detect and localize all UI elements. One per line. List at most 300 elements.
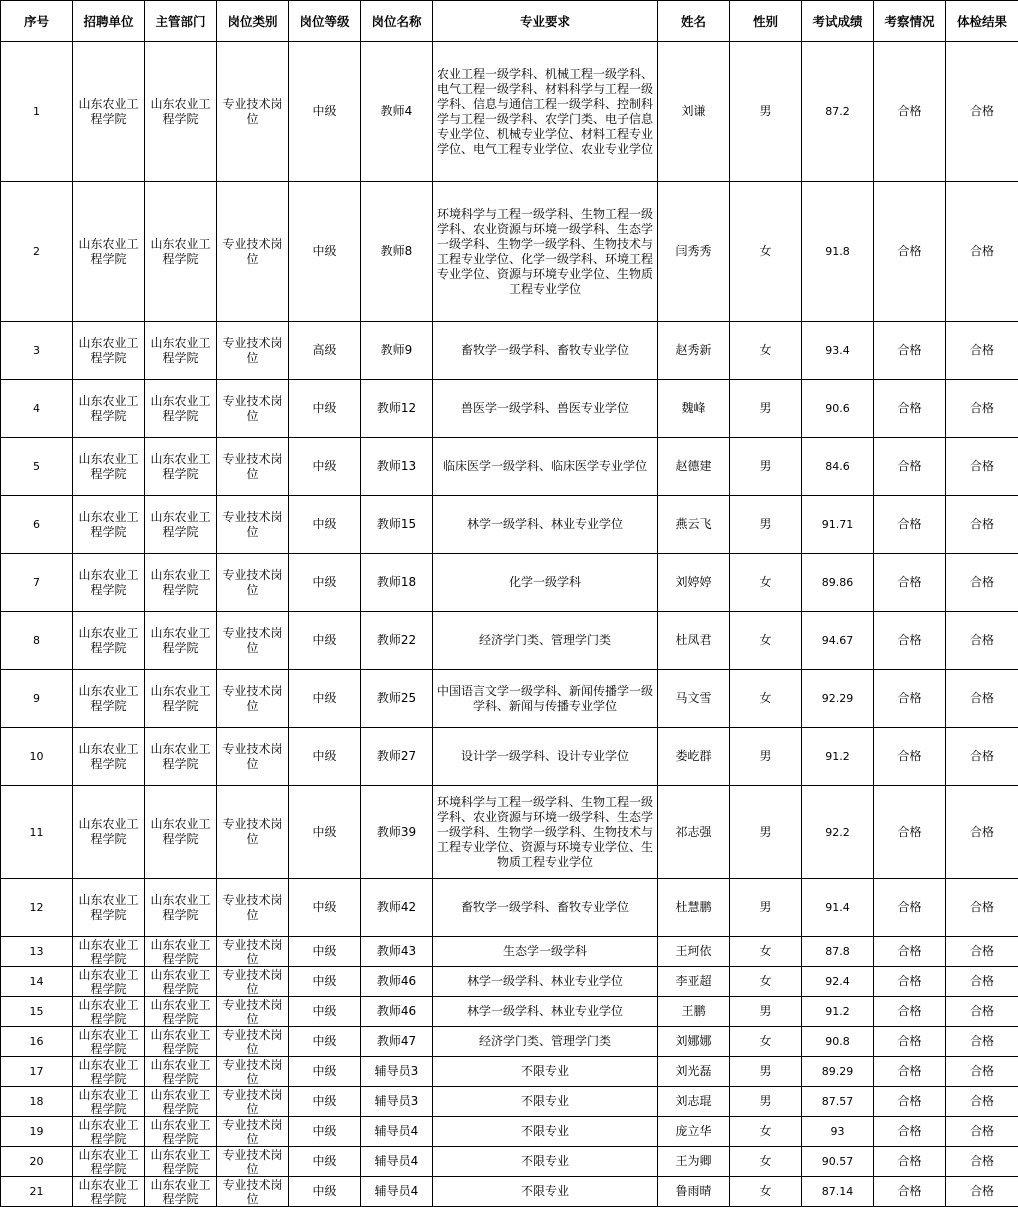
exam-score: 92.2: [804, 825, 871, 840]
candidate-sex-cell: [730, 1117, 802, 1147]
recruit-unit: 山东农业工程学院: [75, 1028, 142, 1056]
post-name: 教师43: [363, 944, 430, 959]
medical-result: 合格: [948, 691, 1016, 706]
post-name: 教师42: [363, 900, 430, 915]
candidate-sex: 男: [732, 517, 799, 532]
recruit-unit: 山东农业工程学院: [75, 568, 142, 598]
post-category-cell: [217, 937, 289, 967]
exam-score-cell: [802, 438, 874, 496]
supervising-dept-cell: [145, 728, 217, 786]
candidate-sex-cell: [730, 1147, 802, 1177]
post-level: 高级: [291, 343, 358, 358]
supervising-dept-cell: [145, 997, 217, 1027]
medical-result-cell: [946, 1117, 1018, 1147]
post-level: 中级: [291, 1094, 358, 1109]
candidate-name-cell: [658, 786, 730, 879]
table-row: [1, 937, 1018, 967]
candidate-name: 鲁雨晴: [660, 1184, 727, 1199]
supervising-dept: 山东农业工程学院: [147, 1088, 214, 1116]
recruit-unit-cell: [73, 1117, 145, 1147]
recruit-unit-cell: [73, 1027, 145, 1057]
post-name: 教师39: [363, 825, 430, 840]
medical-result-cell: [946, 997, 1018, 1027]
major-requirement: 林学一级学科、林业专业学位: [436, 974, 654, 989]
medical-result-cell: [946, 728, 1018, 786]
row-number: 6: [3, 517, 70, 532]
exam-score-cell: [802, 786, 874, 879]
exam-score: 92.4: [804, 974, 871, 989]
post-category: 专业技术岗位: [219, 1028, 286, 1056]
table-row: [1, 554, 1018, 612]
medical-result-cell: [946, 322, 1018, 380]
post-level-cell: [289, 380, 361, 438]
inspection-result-cell: [874, 1057, 946, 1087]
post-level: 中级: [291, 633, 358, 648]
post-category: 专业技术岗位: [219, 626, 286, 656]
row-number-cell: [1, 182, 73, 322]
supervising-dept: 山东农业工程学院: [147, 893, 214, 923]
post-category-cell: [217, 670, 289, 728]
exam-score: 93.4: [804, 343, 871, 358]
recruit-unit-cell: [73, 380, 145, 438]
major-requirement-cell: [433, 380, 658, 438]
post-level-cell: [289, 554, 361, 612]
candidate-name-cell: [658, 380, 730, 438]
medical-result-cell: [946, 1027, 1018, 1057]
recruit-unit-cell: [73, 182, 145, 322]
recruit-unit-cell: [73, 438, 145, 496]
medical-result: 合格: [948, 944, 1016, 959]
row-number-cell: [1, 1087, 73, 1117]
recruit-unit-cell: [73, 1177, 145, 1207]
recruit-unit: 山东农业工程学院: [75, 1088, 142, 1116]
post-name-cell: [361, 496, 433, 554]
candidate-sex: 男: [732, 1094, 799, 1109]
candidate-name: 燕云飞: [660, 517, 727, 532]
candidate-sex: 女: [732, 691, 799, 706]
candidate-name: 赵秀新: [660, 343, 727, 358]
post-category-cell: [217, 1147, 289, 1177]
post-name-cell: [361, 322, 433, 380]
exam-score: 87.14: [804, 1184, 871, 1199]
post-category: 专业技术岗位: [219, 452, 286, 482]
supervising-dept: 山东农业工程学院: [147, 938, 214, 966]
recruit-unit-cell: [73, 1147, 145, 1177]
post-name-cell: [361, 937, 433, 967]
post-name: 辅导员4: [363, 1154, 430, 1169]
post-level: 中级: [291, 944, 358, 959]
row-number: 12: [3, 900, 70, 915]
candidate-name-cell: [658, 496, 730, 554]
candidate-name-cell: [658, 670, 730, 728]
post-category: 专业技术岗位: [219, 394, 286, 424]
major-requirement: 不限专业: [436, 1184, 654, 1199]
major-requirement: 不限专业: [436, 1094, 654, 1109]
candidate-name-cell: [658, 937, 730, 967]
candidate-name: 魏峰: [660, 401, 727, 416]
candidate-sex-cell: [730, 1027, 802, 1057]
row-number: 8: [3, 633, 70, 648]
exam-score: 90.8: [804, 1034, 871, 1049]
candidate-name-cell: [658, 1147, 730, 1177]
post-name-cell: [361, 42, 433, 182]
medical-result-cell: [946, 554, 1018, 612]
post-level-cell: [289, 670, 361, 728]
exam-score: 94.67: [804, 633, 871, 648]
table-row: [1, 1087, 1018, 1117]
candidate-sex-cell: [730, 438, 802, 496]
medical-result-cell: [946, 1057, 1018, 1087]
major-requirement: 设计学一级学科、设计专业学位: [436, 749, 654, 764]
post-category-cell: [217, 1117, 289, 1147]
major-requirement: 临床医学一级学科、临床医学专业学位: [436, 459, 654, 474]
candidate-sex-cell: [730, 786, 802, 879]
candidate-name-cell: [658, 1057, 730, 1087]
candidate-sex-cell: [730, 967, 802, 997]
recruit-unit: 山东农业工程学院: [75, 1118, 142, 1146]
post-name-cell: [361, 879, 433, 937]
header-sex: 性别: [730, 1, 802, 42]
post-category: 专业技术岗位: [219, 893, 286, 923]
table-row: [1, 42, 1018, 182]
candidate-sex-cell: [730, 1057, 802, 1087]
supervising-dept: 山东农业工程学院: [147, 452, 214, 482]
candidate-name-cell: [658, 967, 730, 997]
post-name: 辅导员3: [363, 1064, 430, 1079]
inspection-result-cell: [874, 438, 946, 496]
candidate-sex: 男: [732, 401, 799, 416]
candidate-sex: 女: [732, 1184, 799, 1199]
candidate-name: 杜凤君: [660, 633, 727, 648]
candidate-sex-cell: [730, 728, 802, 786]
inspection-result-cell: [874, 612, 946, 670]
recruit-unit: 山东农业工程学院: [75, 626, 142, 656]
candidate-sex: 女: [732, 633, 799, 648]
post-category: 专业技术岗位: [219, 1148, 286, 1176]
table-row: [1, 1147, 1018, 1177]
candidate-sex: 男: [732, 1004, 799, 1019]
exam-score: 91.8: [804, 244, 871, 259]
inspection-result: 合格: [876, 633, 943, 648]
inspection-result: 合格: [876, 944, 943, 959]
inspection-result-cell: [874, 1117, 946, 1147]
recruit-unit: 山东农业工程学院: [75, 817, 142, 847]
supervising-dept: 山东农业工程学院: [147, 742, 214, 772]
header-unit: 招聘单位: [73, 1, 145, 42]
post-category: 专业技术岗位: [219, 684, 286, 714]
major-requirement: 不限专业: [436, 1124, 654, 1139]
recruit-unit-cell: [73, 937, 145, 967]
candidate-name-cell: [658, 42, 730, 182]
candidate-sex-cell: [730, 670, 802, 728]
row-number-cell: [1, 967, 73, 997]
inspection-result-cell: [874, 967, 946, 997]
post-category-cell: [217, 42, 289, 182]
row-number: 19: [3, 1124, 70, 1139]
post-level: 中级: [291, 749, 358, 764]
candidate-name-cell: [658, 1117, 730, 1147]
recruit-unit: 山东农业工程学院: [75, 394, 142, 424]
inspection-result: 合格: [876, 343, 943, 358]
post-name-cell: [361, 1147, 433, 1177]
post-level: 中级: [291, 1034, 358, 1049]
inspection-result-cell: [874, 1087, 946, 1117]
candidate-name-cell: [658, 1177, 730, 1207]
candidate-sex: 女: [732, 244, 799, 259]
major-requirement: 经济学门类、管理学门类: [436, 633, 654, 648]
medical-result: 合格: [948, 575, 1016, 590]
exam-score-cell: [802, 380, 874, 438]
row-number-cell: [1, 380, 73, 438]
post-category: 专业技术岗位: [219, 336, 286, 366]
candidate-sex-cell: [730, 554, 802, 612]
candidate-sex: 女: [732, 974, 799, 989]
inspection-result: 合格: [876, 825, 943, 840]
medical-result: 合格: [948, 343, 1016, 358]
medical-result: 合格: [948, 1064, 1016, 1079]
post-category-cell: [217, 1087, 289, 1117]
major-requirement: 畜牧学一级学科、畜牧专业学位: [436, 900, 654, 915]
major-requirement: 中国语言文学一级学科、新闻传播学一级学科、新闻与传播专业学位: [436, 684, 654, 714]
recruit-unit: 山东农业工程学院: [75, 97, 142, 127]
post-name: 教师46: [363, 974, 430, 989]
inspection-result-cell: [874, 42, 946, 182]
post-category: 专业技术岗位: [219, 998, 286, 1026]
exam-score-cell: [802, 496, 874, 554]
recruit-unit: 山东农业工程学院: [75, 336, 142, 366]
inspection-result-cell: [874, 380, 946, 438]
table-row: [1, 786, 1018, 879]
post-name-cell: [361, 728, 433, 786]
post-level-cell: [289, 42, 361, 182]
recruit-unit-cell: [73, 670, 145, 728]
exam-score: 84.6: [804, 459, 871, 474]
row-number: 5: [3, 459, 70, 474]
major-requirement-cell: [433, 612, 658, 670]
inspection-result: 合格: [876, 517, 943, 532]
exam-score: 87.57: [804, 1094, 871, 1109]
inspection-result-cell: [874, 937, 946, 967]
post-level-cell: [289, 728, 361, 786]
candidate-sex: 女: [732, 1034, 799, 1049]
major-requirement: 林学一级学科、林业专业学位: [436, 517, 654, 532]
row-number-cell: [1, 1057, 73, 1087]
row-number-cell: [1, 322, 73, 380]
inspection-result-cell: [874, 1177, 946, 1207]
post-category-cell: [217, 786, 289, 879]
exam-score: 91.71: [804, 517, 871, 532]
recruit-unit-cell: [73, 42, 145, 182]
post-level-cell: [289, 438, 361, 496]
row-number: 11: [3, 825, 70, 840]
post-level-cell: [289, 786, 361, 879]
supervising-dept: 山东农业工程学院: [147, 998, 214, 1026]
supervising-dept: 山东农业工程学院: [147, 1028, 214, 1056]
recruit-unit: 山东农业工程学院: [75, 237, 142, 267]
post-category: 专业技术岗位: [219, 742, 286, 772]
post-level: 中级: [291, 575, 358, 590]
exam-score-cell: [802, 1147, 874, 1177]
candidate-sex-cell: [730, 879, 802, 937]
candidate-name-cell: [658, 879, 730, 937]
supervising-dept-cell: [145, 182, 217, 322]
major-requirement: 环境科学与工程一级学科、生物工程一级学科、农业资源与环境一级学科、生态学一级学科、生物学一级学科、生物技术与工程专业学位、化学一级学科、环境工程专业学位、资源与环境专业学位、生物质工程专业学位: [436, 207, 654, 297]
candidate-sex-cell: [730, 1177, 802, 1207]
post-level-cell: [289, 967, 361, 997]
post-name: 教师12: [363, 401, 430, 416]
post-level: 中级: [291, 1154, 358, 1169]
major-requirement: 兽医学一级学科、兽医专业学位: [436, 401, 654, 416]
supervising-dept-cell: [145, 670, 217, 728]
inspection-result-cell: [874, 728, 946, 786]
table-row: [1, 728, 1018, 786]
candidate-sex-cell: [730, 612, 802, 670]
supervising-dept-cell: [145, 1027, 217, 1057]
medical-result-cell: [946, 182, 1018, 322]
row-number-cell: [1, 997, 73, 1027]
post-name-cell: [361, 380, 433, 438]
medical-result-cell: [946, 786, 1018, 879]
candidate-sex-cell: [730, 997, 802, 1027]
medical-result: 合格: [948, 900, 1016, 915]
post-level-cell: [289, 182, 361, 322]
supervising-dept: 山东农业工程学院: [147, 684, 214, 714]
major-requirement: 不限专业: [436, 1064, 654, 1079]
recruit-unit: 山东农业工程学院: [75, 1148, 142, 1176]
row-number: 21: [3, 1184, 70, 1199]
post-level-cell: [289, 496, 361, 554]
row-number-cell: [1, 554, 73, 612]
candidate-sex: 女: [732, 343, 799, 358]
major-requirement-cell: [433, 554, 658, 612]
candidate-sex-cell: [730, 1087, 802, 1117]
recruit-unit: 山东农业工程学院: [75, 452, 142, 482]
candidate-sex: 男: [732, 1064, 799, 1079]
recruit-unit: 山东农业工程学院: [75, 1178, 142, 1206]
recruit-unit-cell: [73, 322, 145, 380]
candidate-sex-cell: [730, 42, 802, 182]
medical-result-cell: [946, 380, 1018, 438]
inspection-result: 合格: [876, 575, 943, 590]
recruit-unit-cell: [73, 786, 145, 879]
post-name: 教师4: [363, 104, 430, 119]
row-number: 17: [3, 1064, 70, 1079]
row-number-cell: [1, 1117, 73, 1147]
medical-result-cell: [946, 612, 1018, 670]
post-category-cell: [217, 1057, 289, 1087]
recruit-unit-cell: [73, 1087, 145, 1117]
recruit-unit: 山东农业工程学院: [75, 1058, 142, 1086]
table-row: [1, 496, 1018, 554]
recruit-unit-cell: [73, 728, 145, 786]
major-requirement-cell: [433, 182, 658, 322]
inspection-result-cell: [874, 554, 946, 612]
supervising-dept: 山东农业工程学院: [147, 568, 214, 598]
post-level-cell: [289, 937, 361, 967]
post-name: 教师18: [363, 575, 430, 590]
post-level: 中级: [291, 974, 358, 989]
post-category-cell: [217, 380, 289, 438]
table-row: [1, 967, 1018, 997]
major-requirement-cell: [433, 997, 658, 1027]
post-level-cell: [289, 1177, 361, 1207]
post-level-cell: [289, 322, 361, 380]
major-requirement-cell: [433, 1087, 658, 1117]
major-requirement-cell: [433, 786, 658, 879]
post-name-cell: [361, 1177, 433, 1207]
table-row: [1, 322, 1018, 380]
supervising-dept-cell: [145, 786, 217, 879]
medical-result: 合格: [948, 104, 1016, 119]
exam-score-cell: [802, 1057, 874, 1087]
medical-result: 合格: [948, 749, 1016, 764]
post-name: 教师15: [363, 517, 430, 532]
row-number: 1: [3, 104, 70, 119]
candidate-name: 王珂依: [660, 944, 727, 959]
candidate-name-cell: [658, 554, 730, 612]
post-category: 专业技术岗位: [219, 1178, 286, 1206]
post-category-cell: [217, 438, 289, 496]
candidate-name-cell: [658, 1087, 730, 1117]
major-requirement-cell: [433, 879, 658, 937]
post-level: 中级: [291, 1064, 358, 1079]
candidate-sex-cell: [730, 496, 802, 554]
candidate-sex: 男: [732, 900, 799, 915]
post-level-cell: [289, 997, 361, 1027]
inspection-result: 合格: [876, 104, 943, 119]
candidate-name-cell: [658, 728, 730, 786]
supervising-dept-cell: [145, 380, 217, 438]
post-name-cell: [361, 612, 433, 670]
post-name: 教师25: [363, 691, 430, 706]
major-requirement-cell: [433, 1177, 658, 1207]
medical-result-cell: [946, 879, 1018, 937]
header-dept: 主管部门: [145, 1, 217, 42]
row-number: 16: [3, 1034, 70, 1049]
post-category: 专业技术岗位: [219, 1088, 286, 1116]
major-requirement-cell: [433, 937, 658, 967]
candidate-name: 刘婷婷: [660, 575, 727, 590]
post-category: 专业技术岗位: [219, 938, 286, 966]
post-category: 专业技术岗位: [219, 510, 286, 540]
major-requirement-cell: [433, 322, 658, 380]
recruit-unit-cell: [73, 1057, 145, 1087]
post-level-cell: [289, 1117, 361, 1147]
inspection-result-cell: [874, 496, 946, 554]
post-category-cell: [217, 182, 289, 322]
table-row: [1, 1057, 1018, 1087]
post-name: 教师22: [363, 633, 430, 648]
supervising-dept: 山东农业工程学院: [147, 968, 214, 996]
post-level-cell: [289, 1147, 361, 1177]
post-level-cell: [289, 1087, 361, 1117]
supervising-dept-cell: [145, 967, 217, 997]
medical-result: 合格: [948, 244, 1016, 259]
table-row: [1, 997, 1018, 1027]
recruit-unit: 山东农业工程学院: [75, 893, 142, 923]
header-name: 姓名: [658, 1, 730, 42]
post-category: 专业技术岗位: [219, 1058, 286, 1086]
candidate-name-cell: [658, 612, 730, 670]
row-number-cell: [1, 879, 73, 937]
medical-result: 合格: [948, 517, 1016, 532]
table-row: [1, 182, 1018, 322]
candidate-name-cell: [658, 1027, 730, 1057]
inspection-result-cell: [874, 997, 946, 1027]
post-category-cell: [217, 554, 289, 612]
supervising-dept-cell: [145, 937, 217, 967]
candidate-sex: 男: [732, 459, 799, 474]
